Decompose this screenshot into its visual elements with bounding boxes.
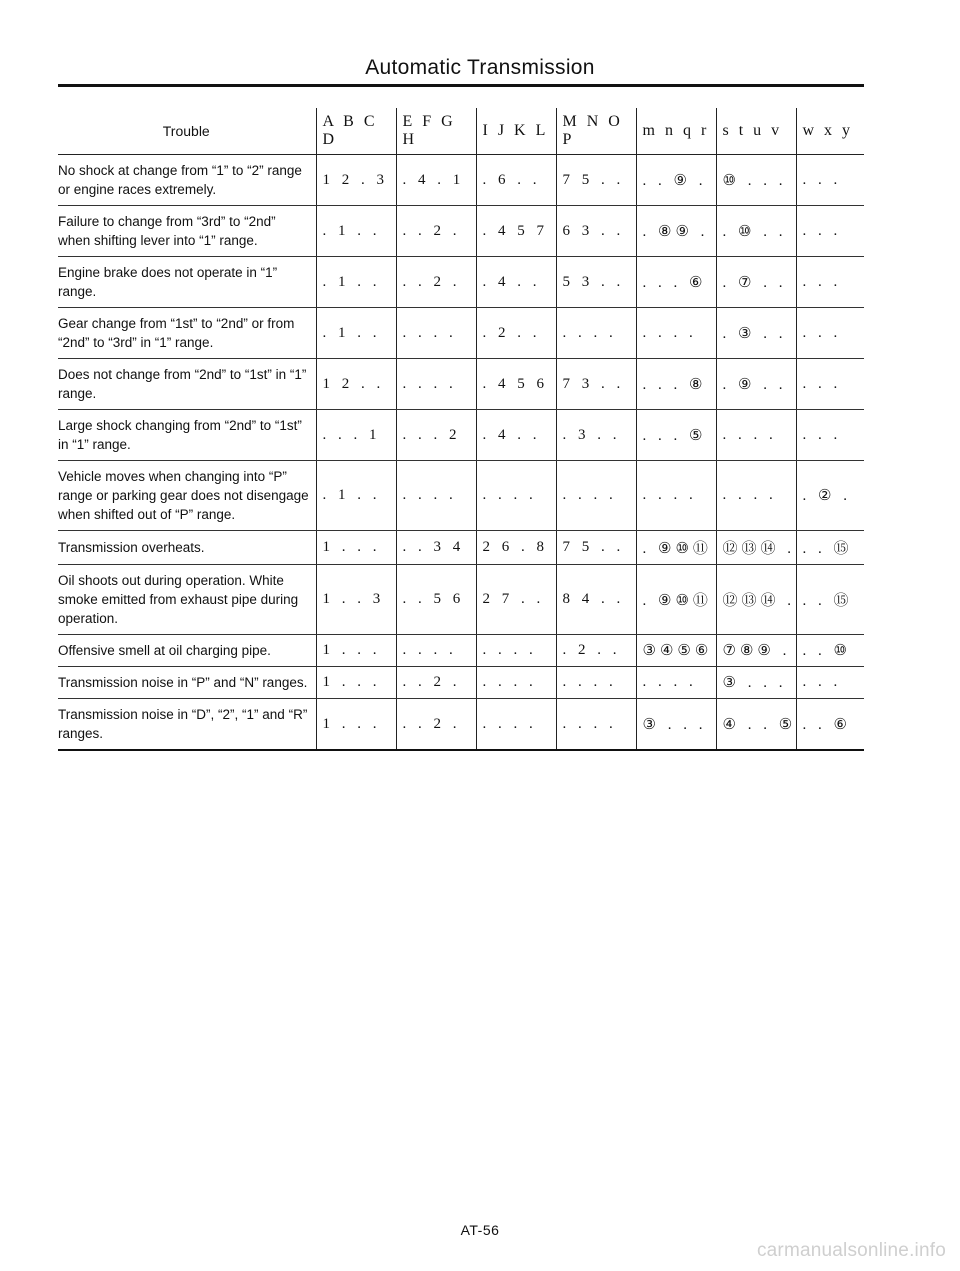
code-cell: . . 3 4 (396, 531, 476, 565)
code-column-header: s t u v (716, 108, 796, 155)
page-title: Automatic Transmission (365, 56, 595, 79)
code-cell: . . 5 6 (396, 565, 476, 635)
code-cell: . . 2 . (396, 257, 476, 308)
code-cell: . 6 . . (476, 155, 556, 206)
code-cell: 5 3 . . (556, 257, 636, 308)
code-cell: . 3 . . (556, 410, 636, 461)
code-cell: . . ⑮ (796, 531, 864, 565)
code-cell: 1 . . 3 (316, 565, 396, 635)
trouble-description: Transmission noise in “P” and “N” ranges. (58, 667, 316, 699)
trouble-description: No shock at change from “1” to “2” range or engine races extremely. (58, 155, 316, 206)
code-cell: ⑩ . . . (716, 155, 796, 206)
code-cell: ④ . . ⑤ (716, 699, 796, 751)
code-cell: . 4 . . (476, 410, 556, 461)
trouble-description: Transmission noise in “D”, “2”, “1” and “R” ranges. (58, 699, 316, 751)
code-cell: . . . . (556, 667, 636, 699)
code-cell: 1 2 . . (316, 359, 396, 410)
code-cell: . 4 5 7 (476, 206, 556, 257)
table-row (58, 206, 864, 257)
code-column-header: M N O P (556, 108, 636, 155)
code-cell: . ⑦ . . (716, 257, 796, 308)
code-cell: 1 2 . 3 (316, 155, 396, 206)
code-cell: ③ . . . (716, 667, 796, 699)
code-cell: . . . . (556, 308, 636, 359)
code-cell: 7 5 . . (556, 155, 636, 206)
code-cell: . . 2 . (396, 206, 476, 257)
code-cell: . . ⑮ (796, 565, 864, 635)
code-cell: . 2 . . (556, 635, 636, 667)
table-header-row (58, 108, 864, 155)
trouble-description: Gear change from “1st” to “2nd” or from “2nd” to “3rd” in “1” range. (58, 308, 316, 359)
code-cell: ⑦⑧⑨ . (716, 635, 796, 667)
code-cell: . . 2 . (396, 667, 476, 699)
table-row (58, 461, 864, 531)
code-cell: . . . . (476, 667, 556, 699)
code-column-header: I J K L (476, 108, 556, 155)
trouble-column-header: Trouble (58, 108, 316, 155)
code-cell: . . . . (396, 359, 476, 410)
code-cell: . ⑨⑩⑪ (636, 565, 716, 635)
code-cell: 8 4 . . (556, 565, 636, 635)
trouble-description: Oil shoots out during operation. White smoke emitted from exhaust pipe during operation. (58, 565, 316, 635)
code-cell: ⑫⑬⑭ . (716, 531, 796, 565)
code-cell: ③④⑤⑥ (636, 635, 716, 667)
table-row (58, 565, 864, 635)
code-cell: . . . (796, 308, 864, 359)
code-cell: 1 . . . (316, 635, 396, 667)
code-cell: . . . . (636, 461, 716, 531)
table-row (58, 308, 864, 359)
code-cell: . . . . (396, 308, 476, 359)
table-row (58, 155, 864, 206)
code-cell: 1 . . . (316, 531, 396, 565)
table-row (58, 257, 864, 308)
code-cell: 2 7 . . (476, 565, 556, 635)
table-row (58, 635, 864, 667)
code-cell: . 2 . . (476, 308, 556, 359)
code-cell: . . . . (476, 699, 556, 751)
header-rule (58, 84, 864, 87)
code-cell: . . . (796, 257, 864, 308)
code-cell: . . . (796, 667, 864, 699)
code-cell: . ② . (796, 461, 864, 531)
code-cell: . 1 . . (316, 461, 396, 531)
code-cell: . . . (796, 359, 864, 410)
code-cell: . ⑧⑨ . (636, 206, 716, 257)
code-cell: . ⑨⑩⑪ (636, 531, 716, 565)
code-cell: 1 . . . (316, 667, 396, 699)
table-row (58, 410, 864, 461)
code-cell: . ⑩ . . (716, 206, 796, 257)
code-cell: ⑫⑬⑭ . (716, 565, 796, 635)
table-row (58, 699, 864, 751)
code-cell: . . . . (636, 308, 716, 359)
trouble-diagnosis-table (58, 108, 864, 751)
code-cell: . . . ⑤ (636, 410, 716, 461)
code-cell: . . . . (556, 461, 636, 531)
watermark: carmanualsonline.info (756, 1240, 946, 1261)
code-cell: 2 6 . 8 (476, 531, 556, 565)
trouble-description: Large shock changing from “2nd” to “1st” in “1” range. (58, 410, 316, 461)
code-cell: . 1 . . (316, 206, 396, 257)
page-number: AT-56 (460, 1222, 500, 1238)
code-cell: . . . . (636, 667, 716, 699)
code-cell: . . . . (556, 699, 636, 751)
code-cell: . . . 1 (316, 410, 396, 461)
code-column-header: E F G H (396, 108, 476, 155)
trouble-description: Transmission overheats. (58, 531, 316, 565)
code-cell: 7 3 . . (556, 359, 636, 410)
code-cell: . 1 . . (316, 257, 396, 308)
code-column-header: m n q r (636, 108, 716, 155)
code-cell: . 1 . . (316, 308, 396, 359)
code-column-header: w x y (796, 108, 864, 155)
code-cell: . . . ⑧ (636, 359, 716, 410)
table-row (58, 667, 864, 699)
code-cell: 6 3 . . (556, 206, 636, 257)
code-cell: . . 2 . (396, 699, 476, 751)
code-column-header: A B C D (316, 108, 396, 155)
code-cell: ③ . . . (636, 699, 716, 751)
trouble-description: Does not change from “2nd” to “1st” in “1” range. (58, 359, 316, 410)
code-cell: . 4 5 6 (476, 359, 556, 410)
code-cell: . . . ⑥ (636, 257, 716, 308)
code-cell: . . . 2 (396, 410, 476, 461)
trouble-description: Engine brake does not operate in “1” range. (58, 257, 316, 308)
code-cell: . . . . (396, 635, 476, 667)
code-cell: . . . . (716, 410, 796, 461)
code-cell: . ⑨ . . (716, 359, 796, 410)
trouble-description: Vehicle moves when changing into “P” range or parking gear does not disengage when shifted out of “P” range. (58, 461, 316, 531)
code-cell: . . ⑩ (796, 635, 864, 667)
code-cell: . 4 . . (476, 257, 556, 308)
code-cell: . . . (796, 155, 864, 206)
code-cell: . . . . (476, 635, 556, 667)
trouble-description: Failure to change from “3rd” to “2nd” when shifting lever into “1” range. (58, 206, 316, 257)
code-cell: . . . . (396, 461, 476, 531)
code-cell: . . . (796, 410, 864, 461)
table-row (58, 531, 864, 565)
code-cell: . . . . (716, 461, 796, 531)
trouble-description: Offensive smell at oil charging pipe. (58, 635, 316, 667)
code-cell: . . . (796, 206, 864, 257)
code-cell: . . . . (476, 461, 556, 531)
code-cell: . . ⑨ . (636, 155, 716, 206)
code-cell: 1 . . . (316, 699, 396, 751)
code-cell: . . ⑥ (796, 699, 864, 751)
code-cell: . 4 . 1 (396, 155, 476, 206)
code-cell: . ③ . . (716, 308, 796, 359)
code-cell: 7 5 . . (556, 531, 636, 565)
table-row (58, 359, 864, 410)
